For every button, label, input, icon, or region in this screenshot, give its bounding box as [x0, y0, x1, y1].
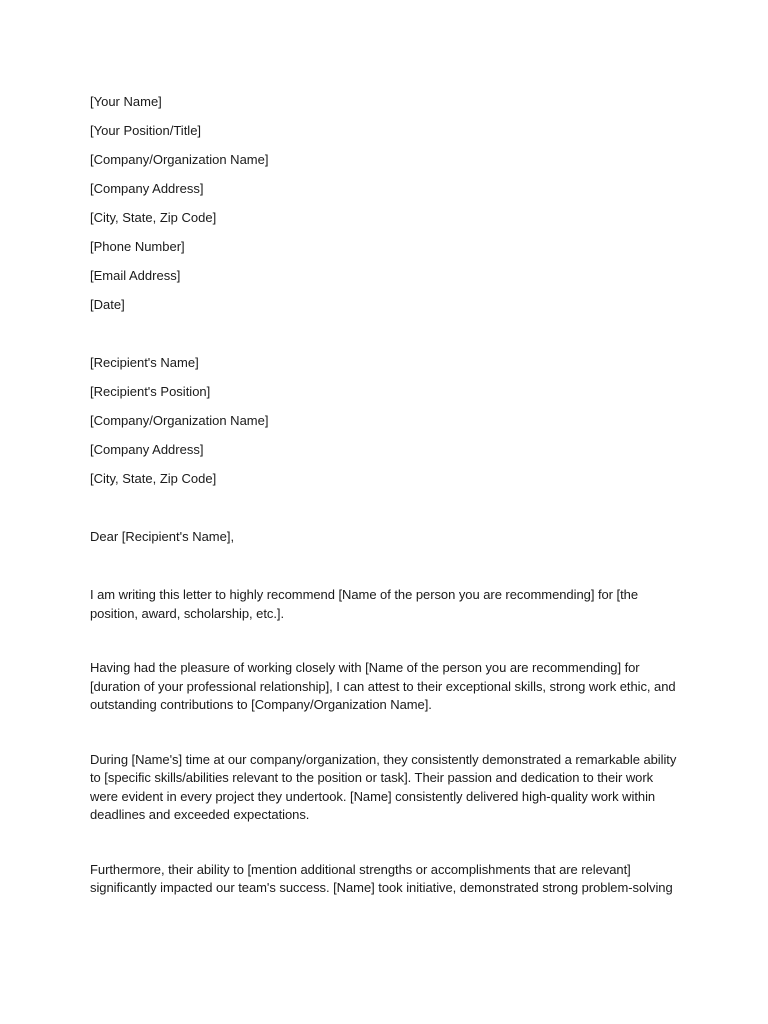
spacer	[90, 499, 690, 528]
spacer	[90, 623, 690, 659]
salutation: Dear [Recipient's Name],	[90, 529, 235, 544]
spacer	[90, 715, 690, 751]
spacer	[90, 825, 690, 861]
sender-name: [Your Name]	[90, 94, 162, 109]
spacer	[90, 325, 690, 354]
sender-address: [Company Address]	[90, 181, 204, 196]
spacer	[90, 557, 690, 586]
recipient-name: [Recipient's Name]	[90, 355, 199, 370]
recipient-position: [Recipient's Position]	[90, 384, 211, 399]
sender-company: [Company/Organization Name]	[90, 152, 269, 167]
paragraph-3: During [Name's] time at our company/organization, they consistently demonstrated a remarkable ability to [specific skills/abilities relevant to the position or task]. Their passion and dedication to their work were evident in every project they undertook. [Name] consistently delivered high-quality work within deadlines and exceeded expectations.	[90, 751, 677, 822]
letter-date: [Date]	[90, 297, 125, 312]
sender-email: [Email Address]	[90, 268, 181, 283]
paragraph-1: I am writing this letter to highly recommend [Name of the person you are recommending] for [the position, award, scholarship, etc.].	[90, 587, 639, 621]
sender-phone: [Phone Number]	[90, 239, 185, 254]
sender-position: [Your Position/Title]	[90, 123, 202, 138]
recipient-block	[90, 354, 690, 487]
letter-body	[90, 93, 690, 898]
recipient-city: [City, State, Zip Code]	[90, 471, 217, 486]
paragraph-4: Furthermore, their ability to [mention additional strengths or accomplishments that are relevant] significantly impacted our team's success. [Name] took initiative, demonstrated strong problem-solving	[90, 861, 673, 895]
paragraph-2: Having had the pleasure of working closely with [Name of the person you are recommending] for [duration of your professional relationship], I can attest to their exceptional skills, strong work ethic, and outstanding contributions to [Company/Organization Name].	[90, 660, 676, 712]
recipient-address: [Company Address]	[90, 442, 204, 457]
sender-city: [City, State, Zip Code]	[90, 210, 217, 225]
sender-block	[90, 93, 690, 313]
recipient-company: [Company/Organization Name]	[90, 413, 269, 428]
